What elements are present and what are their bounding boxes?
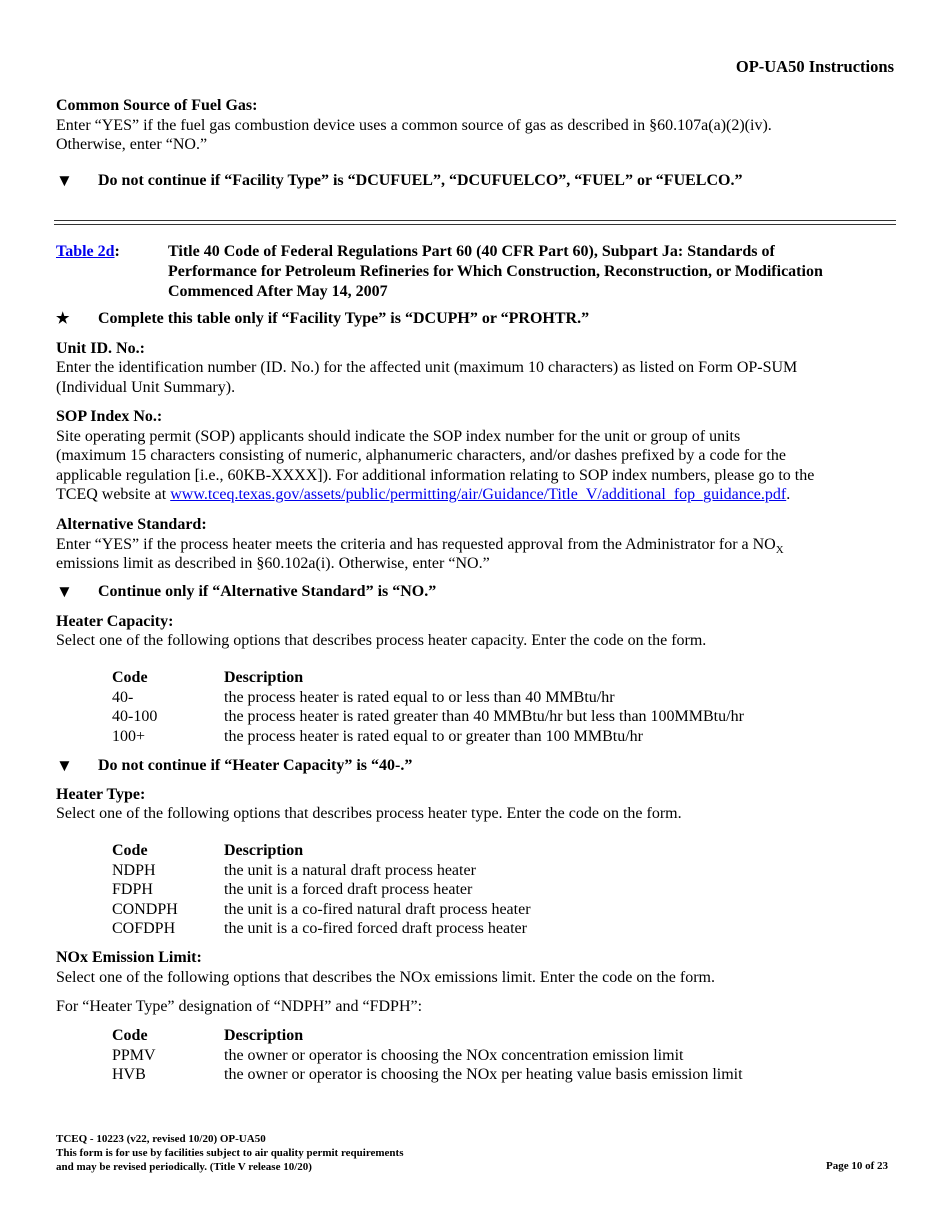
table-row bbox=[112, 688, 744, 708]
description-cell: the unit is a co-fired natural draft process heater bbox=[224, 900, 531, 918]
footer-form-info bbox=[56, 1132, 404, 1174]
stop-arrow-icon: ▼ bbox=[56, 756, 73, 775]
code-cell: COFDPH bbox=[112, 920, 176, 937]
sop-website-suffix: . bbox=[786, 486, 791, 503]
description-cell: the process heater is rated equal to or less than 40 MMBtu/hr bbox=[224, 688, 615, 706]
table-row bbox=[112, 861, 531, 881]
nox-heater-type-note: For “Heater Type” designation of “NDPH” and “FDPH”: bbox=[56, 998, 423, 1015]
description-cell: the unit is a co-fired forced draft process heater bbox=[224, 920, 527, 937]
code-cell: 40-100 bbox=[112, 708, 158, 725]
footer-line-3: and may be revised periodically. (Title V release 10/20) bbox=[56, 1161, 312, 1173]
description-cell: the unit is a natural draft process heater bbox=[224, 861, 476, 879]
code-cell: HVB bbox=[112, 1066, 146, 1083]
heater-type-heading: Heater Type: bbox=[56, 786, 146, 803]
sop-index-text-3: applicable regulation [i.e., 60KB-XXXX]). For additional information relating to SOP index numbers, please go to the bbox=[56, 467, 815, 484]
alternative-standard-heading: Alternative Standard: bbox=[56, 516, 207, 533]
nox-limit-heading: NOx Emission Limit: bbox=[56, 949, 202, 966]
continue-arrow-icon: ▼ bbox=[56, 582, 73, 601]
table-2d-link[interactable]: Table 2d bbox=[56, 243, 115, 260]
footer-line-2: This form is for use by facilities subject to air quality permit requirements bbox=[56, 1147, 404, 1159]
common-source-heading: Common Source of Fuel Gas: bbox=[56, 97, 258, 114]
description-column-header: Description bbox=[224, 1027, 304, 1044]
complete-table-instruction: Complete this table only if “Facility Type” is “DCUPH” or “PROHTR.” bbox=[98, 310, 590, 327]
heater-type-table bbox=[112, 841, 531, 939]
section-divider-thin bbox=[54, 224, 896, 225]
alternative-standard-text-main: Enter “YES” if the process heater meets the criteria and has requested approval from the Administrator for a NO bbox=[56, 536, 776, 553]
table-2d-title bbox=[168, 242, 823, 302]
table-header-row bbox=[112, 841, 531, 861]
nox-subscript: X bbox=[775, 544, 784, 557]
table-2d-title-line-1: Title 40 Code of Federal Regulations Part 60 (40 CFR Part 60), Subpart Ja: Standards of bbox=[168, 243, 775, 260]
code-cell: 40- bbox=[112, 688, 134, 706]
table-2d-title-line-3: Commenced After May 14, 2007 bbox=[168, 283, 388, 300]
unit-id-heading: Unit ID. No.: bbox=[56, 340, 145, 357]
sop-index-text-2: (maximum 15 characters consisting of numeric, alphanumeric characters, and/or dashes prefixed by a code for the bbox=[56, 447, 786, 464]
unit-id-text-1: Enter the identification number (ID. No.) for the affected unit (maximum 10 characters) as listed on Form OP-SUM bbox=[56, 359, 798, 376]
sop-index-text-4 bbox=[56, 485, 790, 505]
table-row bbox=[112, 1046, 743, 1066]
description-cell: the owner or operator is choosing the NOx per heating value basis emission limit bbox=[224, 1066, 743, 1083]
table-2d-title-line-2: Performance for Petroleum Refineries for Which Construction, Reconstruction, or Modification bbox=[168, 263, 823, 280]
description-cell: the owner or operator is choosing the NOx concentration emission limit bbox=[224, 1046, 684, 1064]
table-row bbox=[112, 880, 531, 900]
table-row bbox=[112, 919, 531, 939]
page-header-title: OP-UA50 Instructions bbox=[735, 57, 894, 76]
table-header-row bbox=[112, 1026, 743, 1046]
stop-instruction-heater-capacity: Do not continue if “Heater Capacity” is “40-.” bbox=[98, 757, 413, 774]
code-cell: PPMV bbox=[112, 1046, 156, 1064]
sop-website-prefix: TCEQ website at bbox=[56, 486, 171, 503]
table-row bbox=[112, 707, 744, 727]
description-column-header: Description bbox=[224, 842, 304, 859]
heater-type-intro: Select one of the following options that describes process heater type. Enter the code on the form. bbox=[56, 805, 682, 822]
star-icon: ★ bbox=[56, 311, 70, 327]
heater-capacity-intro: Select one of the following options that describes process heater capacity. Enter the code on the form. bbox=[56, 632, 707, 649]
common-source-text-2: Otherwise, enter “NO.” bbox=[56, 136, 208, 153]
table-2d-label bbox=[56, 242, 120, 262]
code-column-header: Code bbox=[112, 669, 148, 686]
code-cell: NDPH bbox=[112, 861, 156, 879]
heater-capacity-heading: Heater Capacity: bbox=[56, 613, 174, 630]
code-cell: FDPH bbox=[112, 881, 153, 898]
code-column-header: Code bbox=[112, 1027, 148, 1044]
stop-instruction-facility-type: Do not continue if “Facility Type” is “DCUFUEL”, “DCUFUELCO”, “FUEL” or “FUELCO.” bbox=[98, 172, 743, 189]
unit-id-text-2: (Individual Unit Summary). bbox=[56, 379, 236, 396]
heater-capacity-table bbox=[112, 668, 744, 746]
description-cell: the process heater is rated equal to or greater than 100 MMBtu/hr bbox=[224, 727, 643, 745]
table-header-row bbox=[112, 668, 744, 688]
sop-index-text-1: Site operating permit (SOP) applicants should indicate the SOP index number for the unit or group of units bbox=[56, 428, 741, 445]
continue-instruction-alt-standard: Continue only if “Alternative Standard” is “NO.” bbox=[98, 583, 437, 600]
stop-arrow-icon: ▼ bbox=[56, 171, 73, 190]
description-column-header: Description bbox=[224, 669, 304, 686]
alternative-standard-text-2: emissions limit as described in §60.102a(i). Otherwise, enter “NO.” bbox=[56, 555, 490, 572]
common-source-text-1: Enter “YES” if the fuel gas combustion device uses a common source of gas as described in §60.107a(a)(2)(iv). bbox=[56, 117, 772, 134]
table-2d-colon: : bbox=[114, 243, 120, 260]
tceq-guidance-link[interactable]: www.tceq.texas.gov/assets/public/permitting/air/Guidance/Title_V/additional_fop_guidance.pdf bbox=[170, 486, 787, 503]
section-divider bbox=[54, 220, 896, 221]
code-column-header: Code bbox=[112, 842, 148, 859]
table-row bbox=[112, 727, 744, 747]
table-row bbox=[112, 1065, 743, 1085]
nox-limit-intro: Select one of the following options that describes the NOx emissions limit. Enter the code on the form. bbox=[56, 969, 715, 986]
description-cell: the unit is a forced draft process heater bbox=[224, 881, 473, 898]
sop-index-heading: SOP Index No.: bbox=[56, 408, 163, 425]
page-number: Page 10 of 23 bbox=[825, 1160, 888, 1172]
code-cell: CONDPH bbox=[112, 900, 178, 918]
description-cell: the process heater is rated greater than 40 MMBtu/hr but less than 100MMBtu/hr bbox=[224, 708, 744, 725]
table-row bbox=[112, 900, 531, 920]
code-cell: 100+ bbox=[112, 727, 146, 745]
footer-line-1: TCEQ - 10223 (v22, revised 10/20) OP-UA50 bbox=[56, 1133, 266, 1145]
nox-limit-table bbox=[112, 1026, 743, 1085]
